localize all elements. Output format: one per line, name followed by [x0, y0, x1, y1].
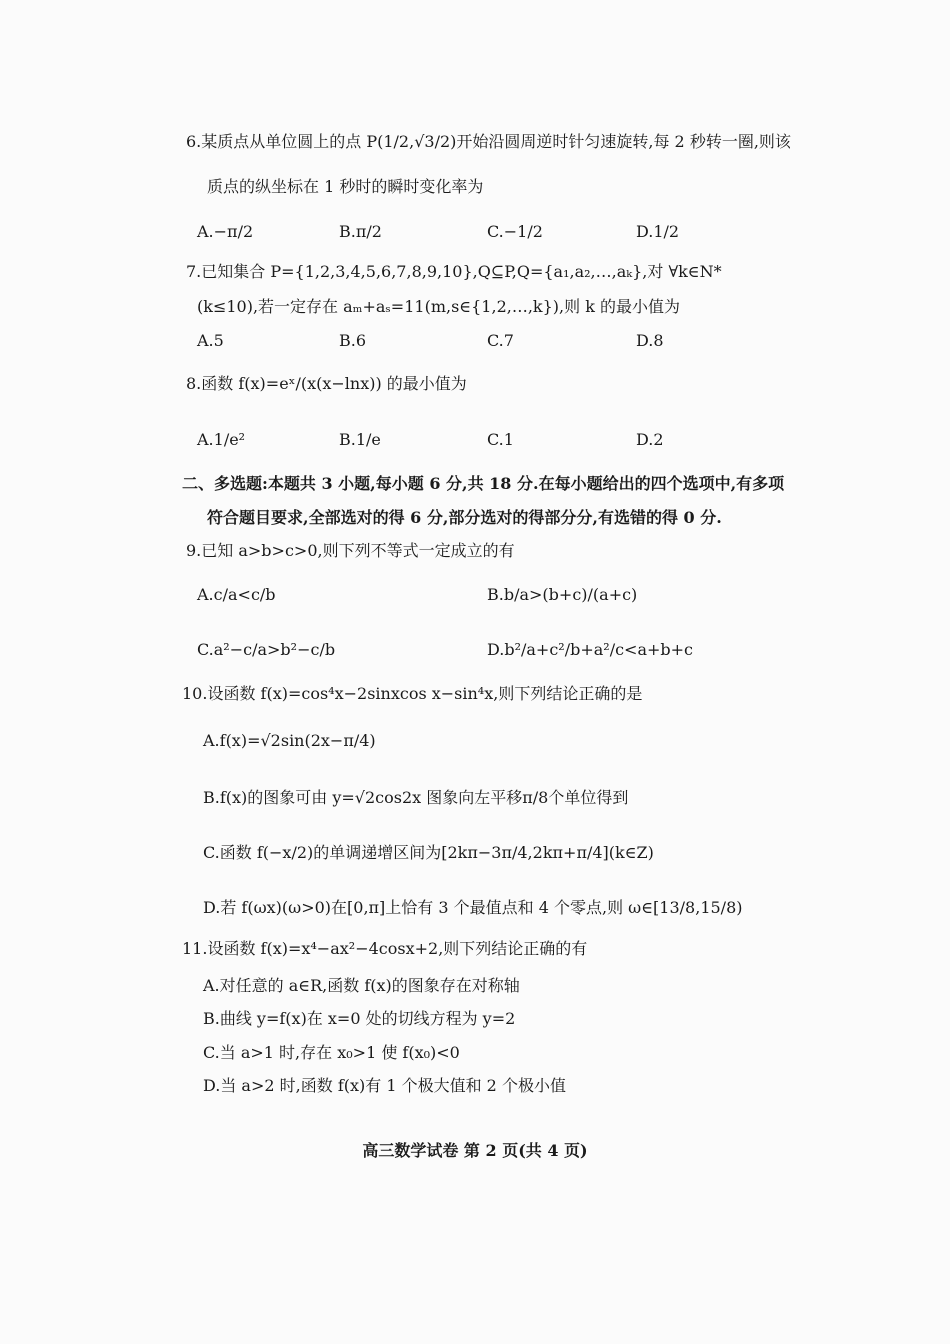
q10-option-a: A.f(x)=√2sin(2x−π/4): [203, 731, 376, 750]
q6-option-d: D.1/2: [636, 222, 680, 241]
q8-option-b: B.1/e: [339, 430, 381, 449]
q6-option-a: A.−π/2: [197, 222, 254, 241]
q8-stem: 8.函数 f(x)=eˣ/(x(x−lnx)) 的最小值为: [186, 374, 467, 393]
q9-option-b: B.b/a>(b+c)/(a+c): [487, 585, 638, 604]
q7-option-a: A.5: [197, 331, 224, 350]
q8-option-d: D.2: [636, 430, 664, 449]
q7-option-d: D.8: [636, 331, 664, 350]
q6-option-b: B.π/2: [339, 222, 382, 241]
q11-option-b: B.曲线 y=f(x)在 x=0 处的切线方程为 y=2: [203, 1009, 516, 1028]
q7-option-c: C.7: [487, 331, 514, 350]
page-footer: 高三数学试卷 第 2 页(共 4 页): [362, 1141, 588, 1160]
q10-option-d: D.若 f(ωx)(ω>0)在[0,π]上恰有 3 个最值点和 4 个零点,则 ω∈[13/8,15/8): [203, 898, 743, 917]
q9-option-a: A.c/a<c/b: [197, 585, 276, 604]
q10-option-b: B.f(x)的图象可由 y=√2cos2x 图象向左平移π/8个单位得到: [203, 788, 629, 807]
q11-option-d: D.当 a>2 时,函数 f(x)有 1 个极大值和 2 个极小值: [203, 1076, 566, 1095]
section2-heading-line2: 符合题目要求,全部选对的得 6 分,部分选对的得部分分,有选错的得 0 分.: [207, 508, 722, 527]
q11-option-c: C.当 a>1 时,存在 x₀>1 使 f(x₀)<0: [203, 1043, 460, 1062]
q6-option-c: C.−1/2: [487, 222, 543, 241]
q7-stem-line1: 7.已知集合 P={1,2,3,4,5,6,7,8,9,10},Q⊆P,Q={a₁,a₂,…,aₖ},对 ∀k∈N*: [186, 262, 722, 281]
q8-option-a: A.1/e²: [197, 430, 246, 449]
q11-option-a: A.对任意的 a∈R,函数 f(x)的图象存在对称轴: [203, 976, 520, 995]
q6-stem-line1: 6.某质点从单位圆上的点 P(1/2,√3/2)开始沿圆周逆时针匀速旋转,每 2 秒转一圈,则该: [186, 132, 791, 151]
q9-option-d: D.b²/a+c²/b+a²/c<a+b+c: [487, 640, 694, 659]
section2-heading-line1: 二、多选题:本题共 3 小题,每小题 6 分,共 18 分.在每小题给出的四个选项中,有多项: [182, 474, 785, 493]
q7-option-b: B.6: [339, 331, 367, 350]
q6-stem-line2: 质点的纵坐标在 1 秒时的瞬时变化率为: [207, 177, 484, 196]
q7-stem-line2: (k≤10),若一定存在 aₘ+aₛ=11(m,s∈{1,2,…,k}),则 k 的最小值为: [197, 297, 680, 316]
q10-stem: 10.设函数 f(x)=cos⁴x−2sinxcos x−sin⁴x,则下列结论正确的是: [182, 684, 643, 703]
q11-stem: 11.设函数 f(x)=x⁴−ax²−4cosx+2,则下列结论正确的有: [182, 939, 588, 958]
q10-option-c: C.函数 f(−x/2)的单调递增区间为[2kπ−3π/4,2kπ+π/4](k∈Z): [203, 843, 654, 862]
q8-option-c: C.1: [487, 430, 514, 449]
q9-option-c: C.a²−c/a>b²−c/b: [197, 640, 336, 659]
q9-stem: 9.已知 a>b>c>0,则下列不等式一定成立的有: [186, 541, 515, 560]
